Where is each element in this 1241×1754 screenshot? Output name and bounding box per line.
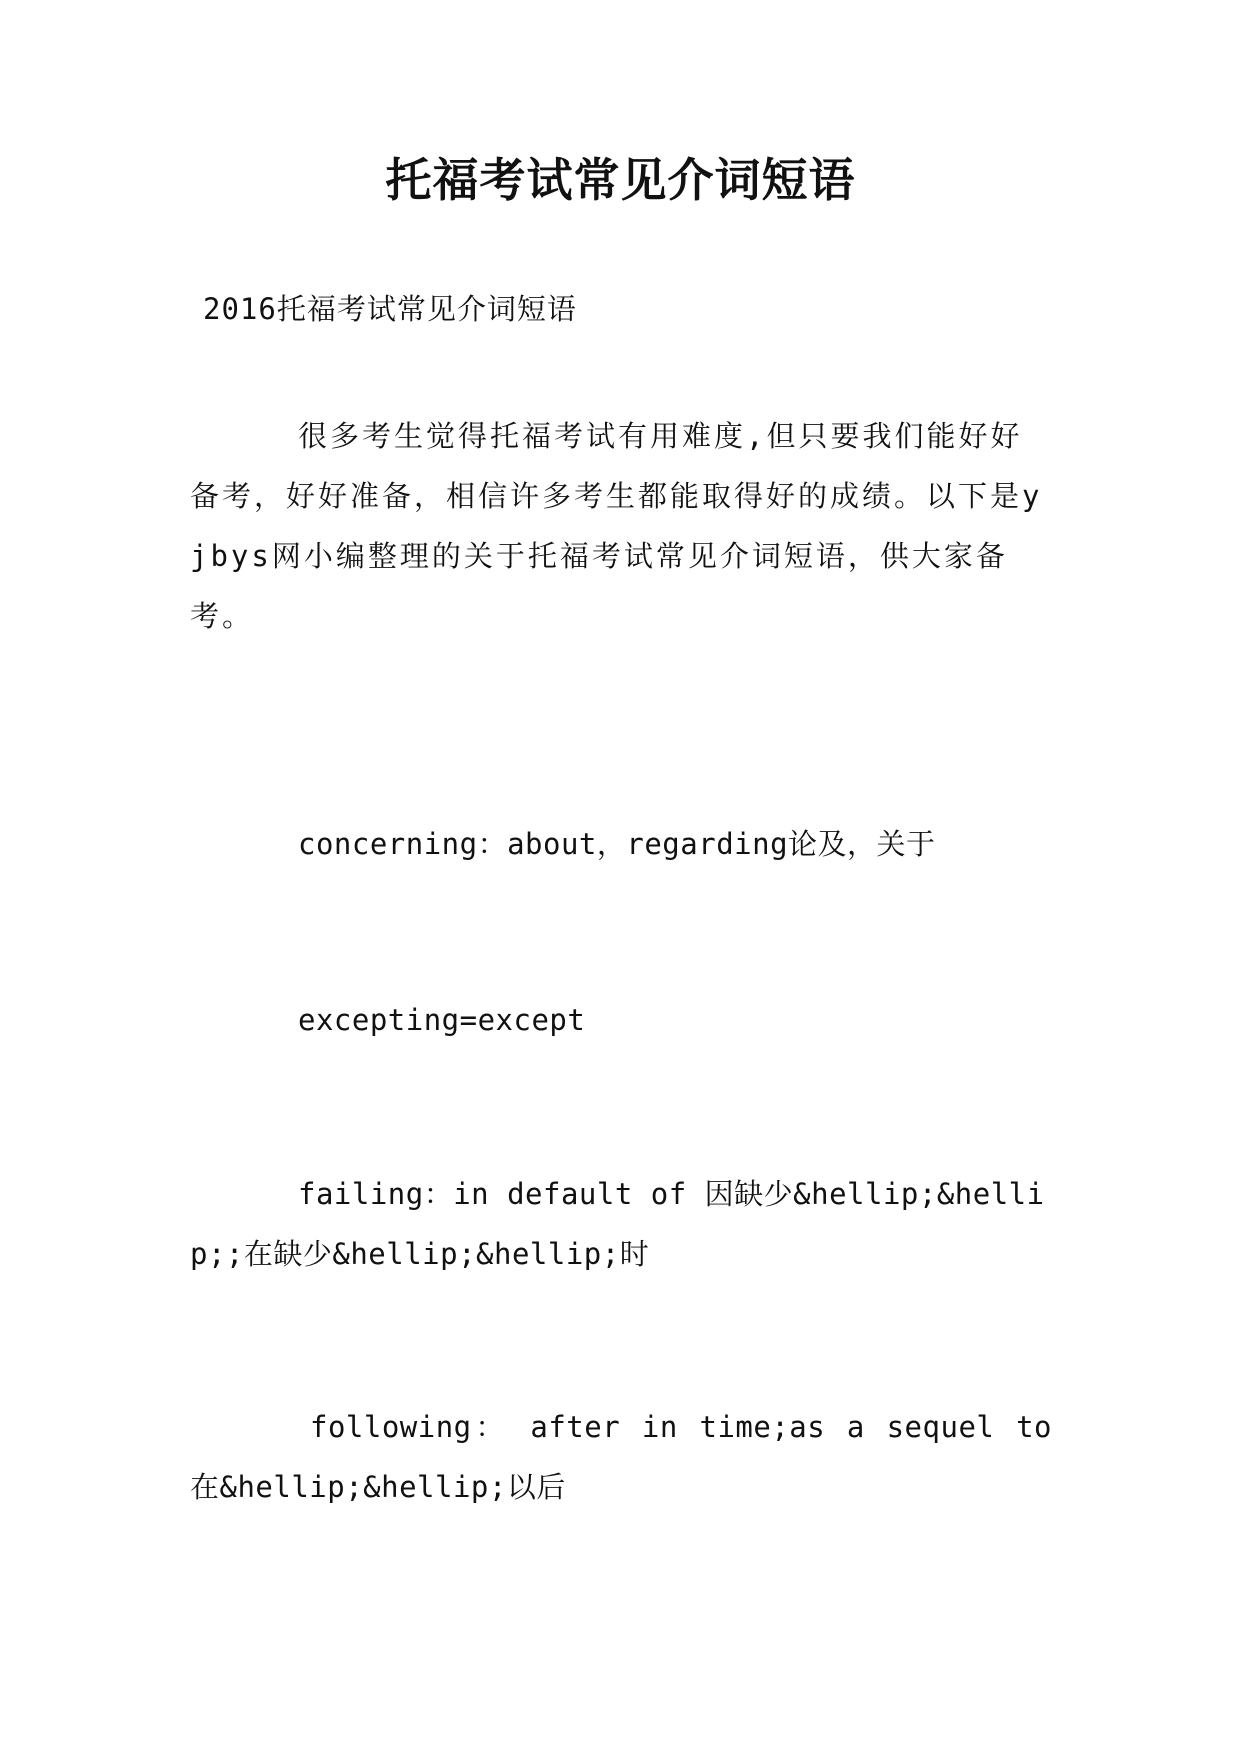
intro-paragraph: 很多考生觉得托福考试有用难度,但只要我们能好好备考，好好准备，相信许多考生都能取得好的成绩。以下是yjbys网小编整理的关于托福考试常见介词短语，供大家备考。 [190,419,1043,633]
document-subtitle: 2016托福考试常见介词短语 [203,292,577,326]
phrase-entry: following： after in time;as a sequel to 在&hellip;&hellip;以后 [190,1410,1070,1504]
phrase-entry: failing：in default of 因缺少&hellip;&hellip;;在缺少&hellip;&hellip;时 [190,1177,1045,1271]
phrase-entry: concerning：about，regarding论及，关于 [298,827,936,861]
phrase-entry: excepting=except [298,1003,586,1037]
document-title: 托福考试常见介词短语 [385,153,856,207]
